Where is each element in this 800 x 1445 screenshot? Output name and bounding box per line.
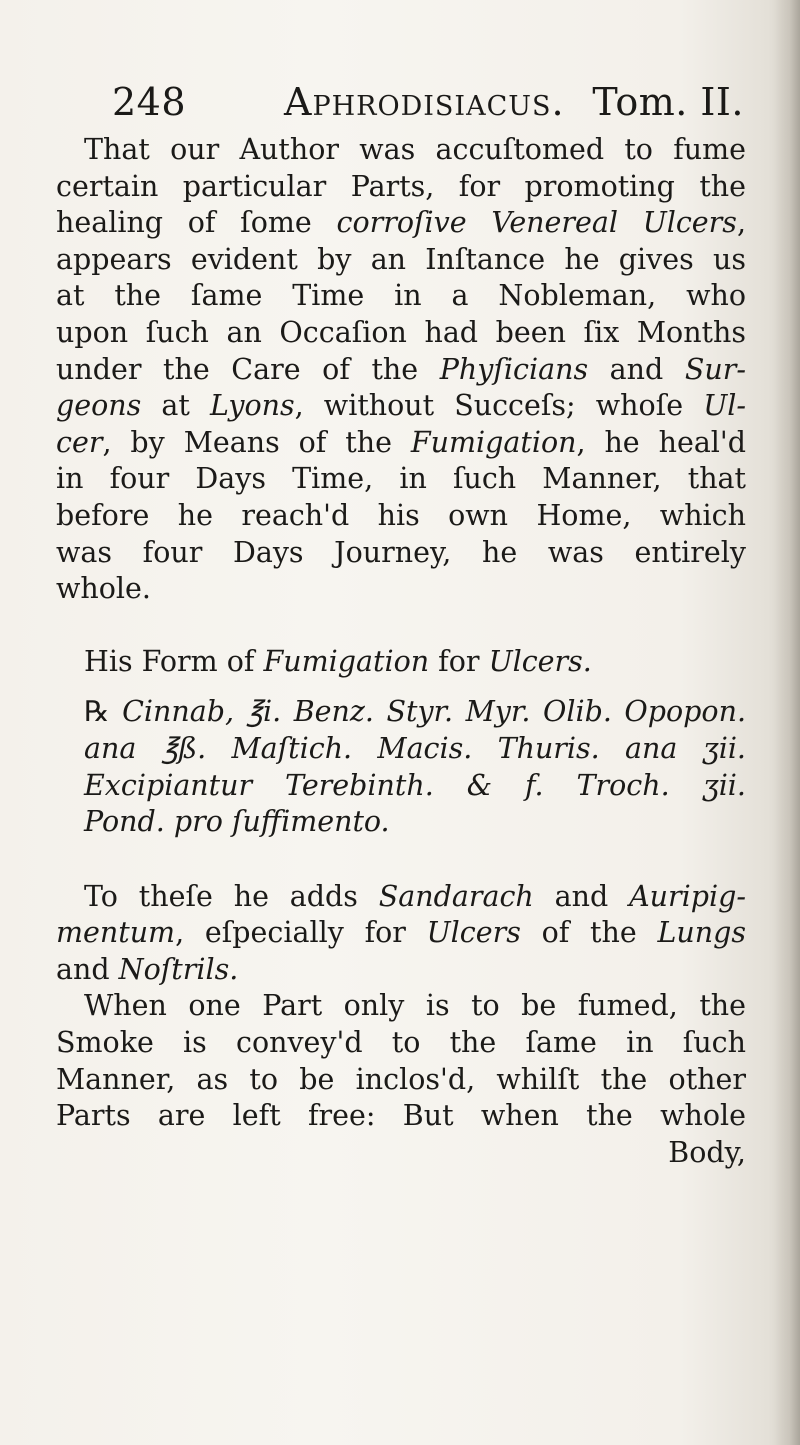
italic-run: Pond. pro ſuffimento.	[84, 805, 390, 839]
text-run: Smoke is convey'd to the ſame in ſuch	[56, 1026, 746, 1060]
italic-run: corroſive Venereal Ulcers	[336, 206, 737, 240]
text-run: , eſpecially for	[175, 916, 427, 950]
italic-run: geons	[56, 389, 142, 423]
text-run: in four Days Time, in ſuch Manner, that	[56, 462, 746, 496]
paragraph-3	[56, 988, 746, 1134]
text-line	[56, 731, 746, 768]
text-run: and	[56, 952, 119, 986]
text-run: Parts are left free: But when the whole	[56, 1099, 746, 1133]
text-line	[56, 1098, 746, 1135]
text-line	[56, 315, 746, 352]
text-run: at	[141, 389, 210, 423]
text-run: before he reach'd his own Home, which	[56, 498, 746, 532]
text-run: was four Days Journey, he was entirely	[56, 535, 746, 569]
text-line	[56, 644, 746, 681]
text-line	[56, 535, 746, 572]
italic-run: Sur-	[684, 352, 746, 386]
text-line	[56, 915, 746, 952]
italic-run: Noſtrils.	[118, 952, 239, 986]
text-line	[56, 169, 746, 206]
italic-run: Sandarach	[378, 879, 534, 913]
text-run: at the ſame Time in a Nobleman, who	[56, 279, 746, 313]
text-run: whole.	[56, 572, 151, 606]
page-edge-shadow	[774, 0, 800, 1445]
tome-label: Tom. II.	[592, 80, 744, 124]
text-run: and	[588, 352, 685, 386]
page-header	[112, 72, 744, 132]
text-run: of the	[520, 916, 658, 950]
paragraph-2	[56, 879, 746, 989]
italic-run: Excipiantur Terebinth. & f. Troch. ʒii.	[84, 768, 746, 802]
text-run: Manner, as to be inclos'd, whilſt the other	[56, 1062, 746, 1096]
italic-run: Lyons	[209, 389, 295, 423]
text-run: , he heal'd	[576, 425, 746, 459]
italic-run: Ulcers	[426, 916, 521, 950]
text-line	[56, 132, 746, 169]
text-line	[56, 205, 746, 242]
text-run: When one Part only is to be fumed, the	[84, 989, 746, 1023]
italic-run: Ulcers.	[488, 644, 592, 678]
formula-heading	[56, 644, 746, 681]
text-run: and	[533, 879, 630, 913]
text-line	[56, 425, 746, 462]
text-run: certain particular Parts, for promoting the	[56, 169, 746, 203]
italic-run: Cinnab, ℥i. Benz. Styr. Myr. Olib. Opopon.	[122, 695, 746, 729]
page-number: 248	[112, 80, 187, 124]
text-run: , without Succeſs; whoſe	[294, 389, 704, 423]
text-line	[56, 242, 746, 279]
text-line	[56, 278, 746, 315]
text-run: To theſe he adds	[84, 879, 379, 913]
text-line	[56, 461, 746, 498]
italic-run: ana ℥ß. Maſtich. Macis. Thuris. ana ʒii.	[84, 731, 746, 765]
body-text	[56, 132, 746, 1171]
text-line	[56, 694, 746, 731]
text-run: That our Author was accuſtomed to fume	[84, 133, 746, 166]
text-line	[56, 498, 746, 535]
italic-run: Lungs	[657, 916, 746, 950]
text-run: for	[429, 644, 489, 678]
text-line	[56, 571, 746, 608]
text-line	[56, 879, 746, 916]
italic-run: Phyſicians	[439, 352, 589, 386]
paragraph-1	[56, 132, 746, 608]
text-run: ℞	[84, 695, 123, 729]
text-run: , by Means of the	[102, 425, 411, 459]
text-line	[56, 804, 746, 841]
text-run: His Form of	[84, 644, 264, 678]
text-line	[56, 1025, 746, 1062]
text-line	[56, 352, 746, 389]
text-line	[56, 1062, 746, 1099]
text-run: appears evident by an Inſtance he gives us	[56, 242, 746, 276]
italic-run: Auripig-	[629, 879, 746, 913]
italic-run: cer	[56, 425, 103, 459]
catchword: Body,	[668, 1135, 746, 1169]
text-run: ,	[736, 206, 746, 240]
running-title: Aphrodisiacus.	[284, 80, 565, 124]
italic-run: mentum	[56, 916, 176, 950]
italic-run: Fumigation	[263, 644, 430, 678]
text-run: under the Care of the	[56, 352, 440, 386]
text-line	[56, 952, 746, 989]
italic-run: Fumigation	[410, 425, 577, 459]
text-line	[56, 768, 746, 805]
text-run: upon ſuch an Occaſion had been ſix Months	[56, 315, 746, 349]
text-line	[56, 388, 746, 425]
text-line	[56, 988, 746, 1025]
italic-run: Ul-	[703, 389, 746, 423]
text-run: healing of ſome	[56, 206, 337, 240]
formula	[56, 694, 746, 840]
